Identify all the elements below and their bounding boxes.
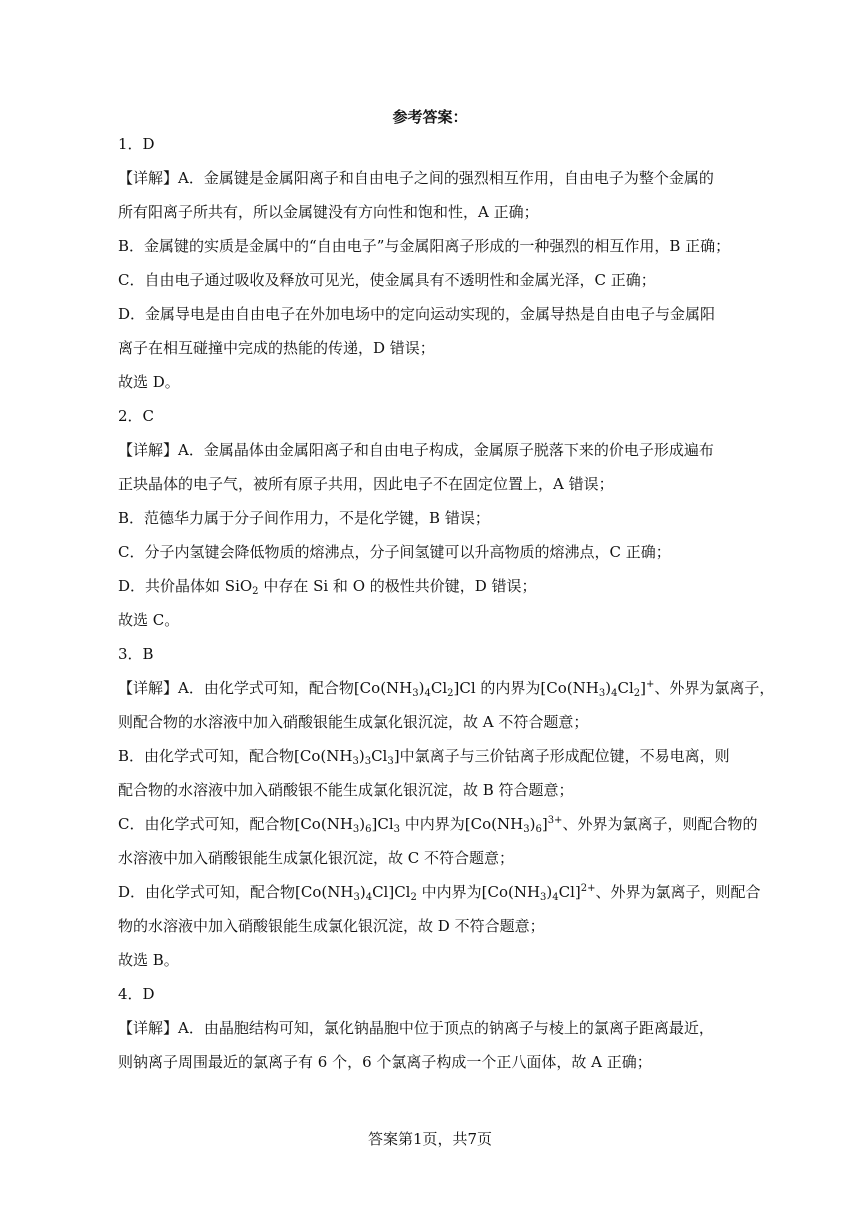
q3-line-2: 则配合物的水溶液中加入硝酸银能生成氯化银沉淀，故 A 不符合题意； [118, 713, 589, 731]
q1-line-1: 【详解】A．金属键是金属阳离子和自由电子之间的强烈相互作用，自由电子为整个金属的 [118, 169, 714, 187]
q3-line-8: 物的水溶液中加入硝酸银能生成氯化银沉淀，故 D 不符合题意； [118, 917, 545, 935]
q2-conclusion: 故选 C。 [118, 611, 180, 629]
q2-answer: 2．C [118, 407, 155, 425]
q1-line-3: B．金属键的实质是金属中的“自由电子”与金属阳离子形成的一种强烈的相互作用，B 正确； [118, 237, 731, 255]
q3-line-1: 【详解】A．由化学式可知，配合物$[Co(NH_3)_4Cl_2]Cl$ 的内界为$[Co(NH_3)_4Cl_2]^+$、外界为氯离子， [118, 679, 775, 699]
q1-line-5: D．金属导电是由自由电子在外加电场中的定向运动实现的，金属导热是自由电子与金属阳 [118, 305, 716, 323]
q2-line-5: D．共价晶体如 SiO$_2$ 中存在 Si 和 O 的极性共价键，D 错误； [118, 577, 537, 597]
q3-line-5: C．由化学式可知，配合物$[Co(NH_3)_6]Cl_3$ 中内界为$[Co(NH_3)_6]^{3+}$、外界为氯离子，则配合物的 [118, 815, 758, 835]
q2-line-3: B．范德华力属于分子间作用力，不是化学键，B 错误； [118, 509, 490, 527]
q3-line-7: D．由化学式可知，配合物$[Co(NH_3)_4Cl]Cl_2$ 中内界为$[Co(NH_3)_4Cl]^{2+}$、外界为氯离子，则配合 [118, 883, 761, 903]
q3-line-3: B．由化学式可知，配合物$[Co(NH_3)_3Cl_3]$中氯离子与三价钴离子形成配位键，不易电离，则 [118, 747, 730, 767]
q3-conclusion: 故选 B。 [118, 951, 179, 969]
q4-answer: 4．D [118, 985, 155, 1003]
q1-answer: 1．D [118, 135, 155, 153]
q3-line-4: 配合物的水溶液中加入硝酸银不能生成氯化银沉淀，故 B 符合题意； [118, 781, 574, 799]
page-title: 参考答案： [392, 108, 468, 126]
q2-line-4: C．分子内氢键会降低物质的熔沸点，分子间氢键可以升高物质的熔沸点，C 正确； [118, 543, 671, 561]
q1-line-6: 离子在相互碰撞中完成的热能的传递，D 错误； [118, 339, 435, 357]
q2-line-1: 【详解】A．金属晶体由金属阳离子和自由电子构成，金属原子脱落下来的价电子形成遍布 [118, 441, 714, 459]
q1-conclusion: 故选 D。 [118, 373, 180, 391]
q4-line-1: 【详解】A．由晶胞结构可知，氯化钠晶胞中位于顶点的钠离子与棱上的氯离子距离最近， [118, 1019, 714, 1037]
q3-line-6: 水溶液中加入硝酸银能生成氯化银沉淀，故 C 不符合题意； [118, 849, 515, 867]
q1-line-2: 所有阳离子所共有，所以金属键没有方向性和饱和性，A 正确； [118, 203, 539, 221]
q4-line-2: 则钠离子周围最近的氯离子有 6 个，6 个氯离子构成一个正八面体，故 A 正确； [118, 1053, 652, 1071]
page-footer: 答案第1页，共7页 [367, 1130, 493, 1148]
q1-line-4: C．自由电子通过吸收及释放可见光，使金属具有不透明性和金属光泽，C 正确； [118, 271, 656, 289]
q3-answer: 3．B [118, 645, 154, 663]
q2-line-2: 正块晶体的电子气，被所有原子共用，因此电子不在固定位置上，A 错误； [118, 475, 614, 493]
